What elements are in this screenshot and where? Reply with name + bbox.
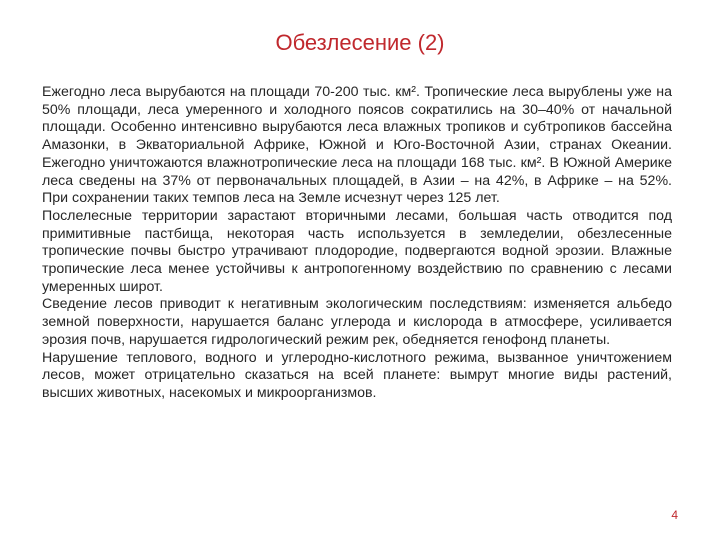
slide-body — [42, 84, 672, 403]
paragraph-global-impact: Нарушение теплового, водного и углеродно-кислотного режима, вызванное уничтожением лесов, может отрицательно сказаться на всей планете: вымрут многие виды растений, высших животных, насекомых и микроорганизмов. — [42, 349, 672, 401]
slide-title: Обезлесение (2) — [275, 30, 445, 55]
paragraph-ecological-consequences: Сведение лесов приводит к негативным экологическим последствиям: изменяется альбедо земной поверхности, нарушается баланс углерода и кислорода в атмосфере, усиливается эрозия почв, нарушается гидрологический режим рек, обедняется генофонд планеты. — [42, 296, 672, 348]
paragraph-deforestation-rates: Ежегодно леса вырубаются на площади 70-200 тыс. км². Тропические леса вырублены уже на 50% площади, леса умеренного и холодного поясов сократились на 30–40% от начальной площади. Особенно интенсивно вырубаются леса влажных тропиков и субтропиков бассейна Амазонки, в Экваториальной Африке, Южной и Юго-Восточной Азии, странах Океании. Ежегодно уничтожаются влажнотропические леса на площади 168 тыс. км². В Южной Америке леса сведены на 37% от первоначальных площадей, в Азии – на 42%, в Африке – на 52%. При сохранении таких темпов леса на Земле исчезнут через 125 лет. — [42, 84, 672, 207]
paragraph-post-forest-territories: Послелесные территории зарастают вторичными лесами, большая часть отводится под примитивные пастбища, некоторая часть используется в земледелии, обезлесенные тропические почвы быстро утрачивают плодородие, подвергаются водной эрозии. Влажные тропические леса менее устойчивы к антропогенному воздействию по сравнению с лесами умеренных широт. — [42, 207, 672, 295]
page-number: 4 — [671, 508, 678, 522]
